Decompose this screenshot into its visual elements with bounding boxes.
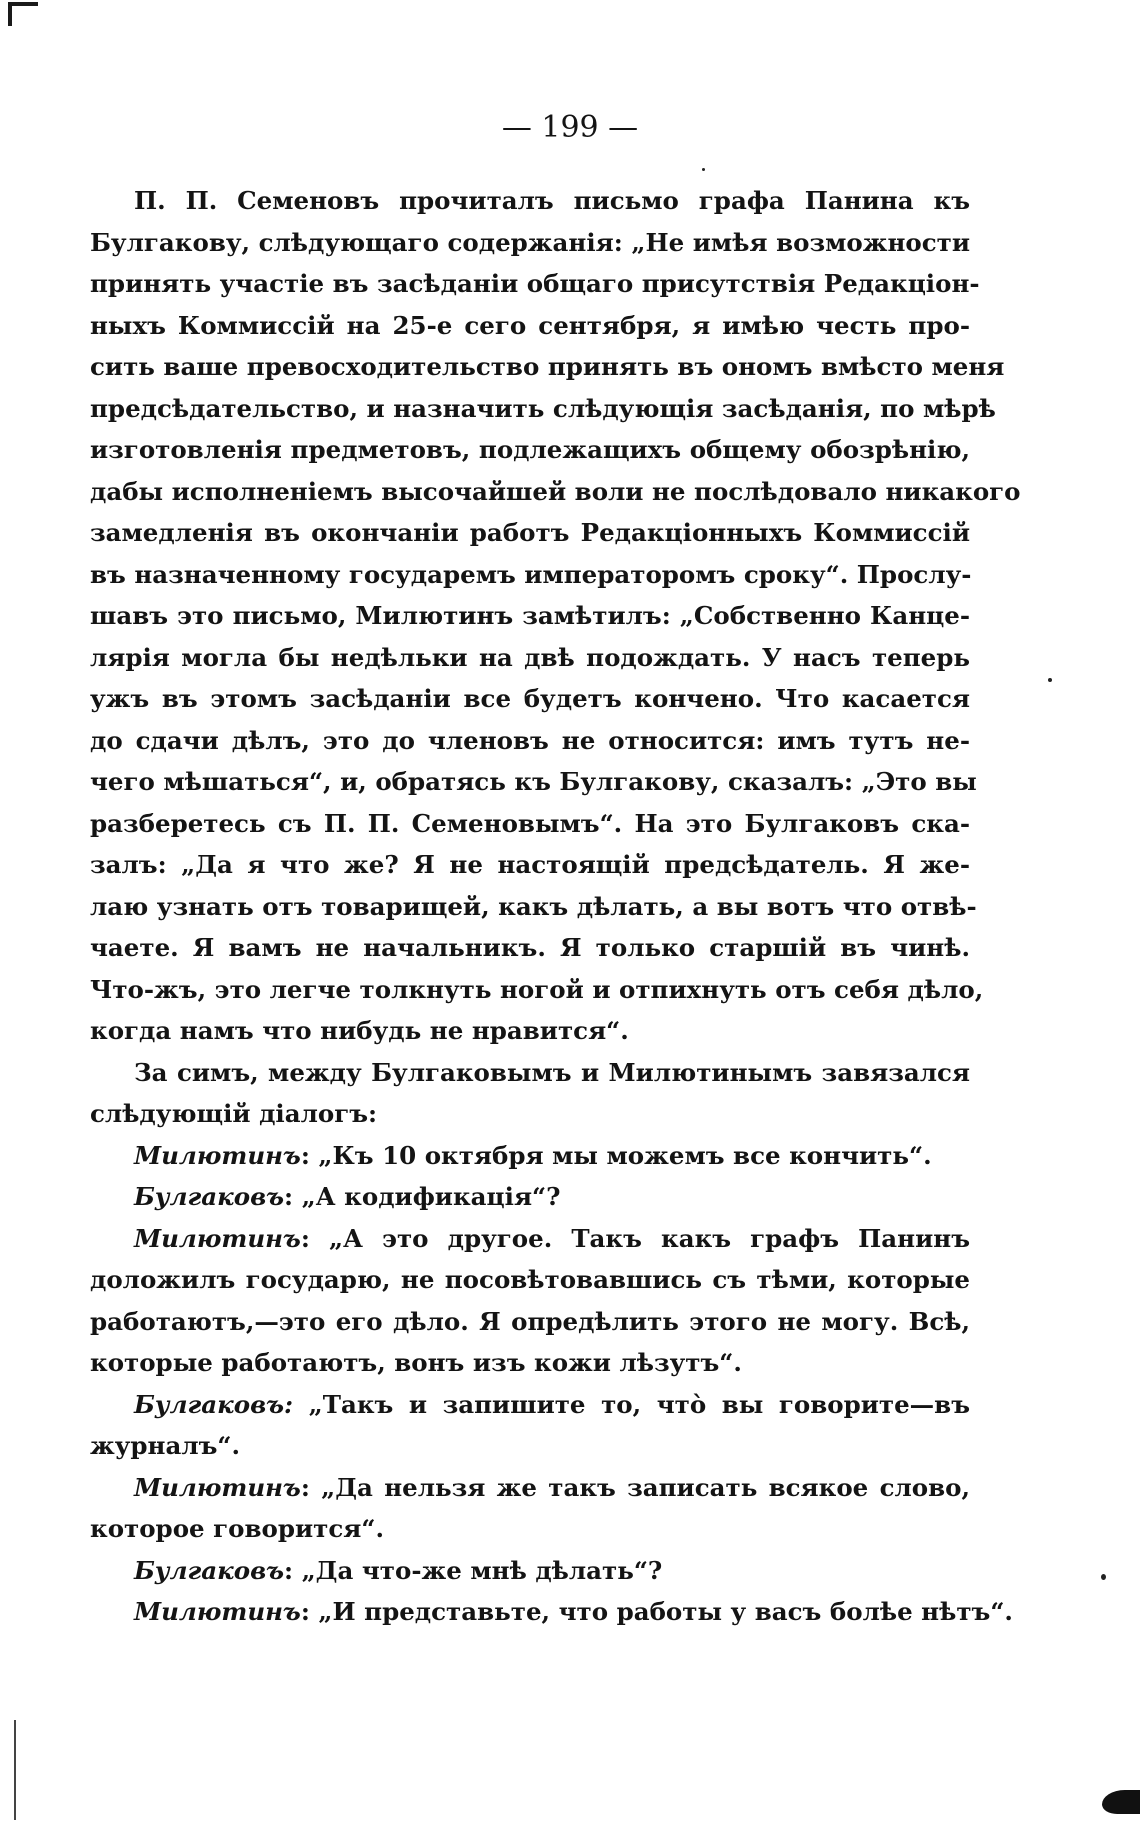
page-number: — 199 — bbox=[501, 110, 639, 145]
text-line: залъ: „Да я что же? Я не настоящій предсѣдатель. Я же- bbox=[90, 850, 970, 879]
dialogue-line bbox=[90, 1591, 1013, 1633]
text-line: когда намъ что нибудь не нравится“. bbox=[90, 1016, 629, 1045]
text-line: которые работаютъ, вонъ изъ кожи лѣзутъ“. bbox=[90, 1348, 742, 1377]
text-line: дабы исполненіемъ высочайшей воли не послѣдовало никакого bbox=[90, 476, 1021, 506]
scan-blot bbox=[1102, 1790, 1140, 1814]
text-line: лаю узнать отъ товарищей, какъ дѣлать, а вы вотъ что отвѣ- bbox=[90, 891, 977, 921]
text-line: ужъ въ этомъ засѣданіи все будетъ кончено. Что касается bbox=[90, 684, 970, 713]
text-line: чего мѣшаться“, и, обратясь къ Булгакову, сказалъ: „Это вы bbox=[90, 767, 977, 796]
text-line: работаютъ,—это его дѣло. Я опредѣлить этого не могу. Всѣ, bbox=[90, 1306, 970, 1336]
text-line: Булгакову, слѣдующаго содержанія: „Не имѣя возможности bbox=[90, 227, 970, 257]
text-line: слѣдующій діалогъ: bbox=[90, 1099, 378, 1128]
dialogue-line bbox=[90, 1176, 970, 1218]
scan-speck bbox=[1048, 678, 1052, 682]
speech-text: : „А это другое. Такъ какъ графъ Панинъ bbox=[300, 1223, 970, 1253]
text-line: лярія могла бы недѣльки на двѣ подождать. У насъ теперь bbox=[90, 642, 970, 672]
dialogue-line bbox=[90, 1218, 970, 1260]
speaker-name: Милютинъ bbox=[134, 1597, 301, 1626]
dialogue-line bbox=[90, 1135, 970, 1177]
text-line: которое говорится“. bbox=[90, 1514, 384, 1543]
dialogue-line bbox=[90, 1550, 970, 1592]
speaker-name: Милютинъ bbox=[134, 1140, 301, 1170]
text-line: журналъ“. bbox=[90, 1431, 241, 1460]
speaker-name: Милютинъ bbox=[134, 1472, 301, 1502]
text-line: ныхъ Коммиссій на 25-е сего сентября, я имѣю честь про- bbox=[90, 310, 970, 340]
text-line: замедленія въ окончаніи работъ Редакціонныхъ Коммиссій bbox=[90, 518, 970, 547]
text-line: до сдачи дѣлъ, это до членовъ не относится: имъ тутъ не- bbox=[90, 725, 970, 755]
text-line: сить ваше превосходительство принять въ ономъ вмѣсто меня bbox=[90, 352, 1005, 381]
speaker-name: Милютинъ bbox=[134, 1223, 301, 1253]
text-line: чаете. Я вамъ не начальникъ. Я только старшій въ чинѣ. bbox=[90, 933, 970, 962]
text-line: изготовленія предметовъ, подлежащихъ общему обозрѣнію, bbox=[90, 435, 970, 464]
speaker-name: Булгаковъ bbox=[134, 1182, 285, 1211]
speaker-name: Булгаковъ: bbox=[134, 1389, 294, 1419]
speech-text: : „И представьте, что работы у васъ болѣе нѣтъ“. bbox=[300, 1597, 1013, 1626]
text-line: принять участіе въ засѣданіи общаго присутствія Редакціон- bbox=[90, 269, 980, 298]
speech-text: : „Да нельзя же такъ записать всякое слово, bbox=[300, 1472, 970, 1502]
text-line: доложилъ государю, не посовѣтовавшись съ тѣми, которые bbox=[90, 1265, 970, 1294]
dialogue-line bbox=[90, 1384, 970, 1426]
speech-text: „Такъ и запишите то, что̀ вы говорите—въ bbox=[293, 1389, 970, 1419]
text-line: П. П. Семеновъ прочиталъ письмо графа Панина къ bbox=[134, 186, 970, 215]
speech-text: : „Да что-же мнѣ дѣлать“? bbox=[284, 1555, 663, 1585]
text-line: шавъ это письмо, Милютинъ замѣтилъ: „Собственно Канце- bbox=[90, 601, 970, 630]
speech-text: : „А кодификація“? bbox=[284, 1182, 561, 1211]
text-line: разберетесь съ П. П. Семеновымъ“. На это Булгаковъ ска- bbox=[90, 808, 970, 838]
scan-speck bbox=[702, 168, 705, 171]
text-line: За симъ, между Булгаковымъ и Милютинымъ завязался bbox=[134, 1057, 970, 1087]
scan-speck bbox=[1101, 1574, 1106, 1580]
scan-corner-mark bbox=[8, 2, 38, 26]
scan-edge-mark bbox=[14, 1720, 16, 1820]
speaker-name: Булгаковъ bbox=[134, 1555, 285, 1585]
dialogue-line bbox=[90, 1467, 970, 1509]
speech-text: : „Къ 10 октября мы можемъ все кончить“. bbox=[300, 1140, 932, 1170]
text-line: въ назначенному государемъ императоромъ сроку“. Прослу- bbox=[90, 559, 972, 589]
text-line: предсѣдательство, и назначить слѣдующія засѣданія, по мѣрѣ bbox=[90, 393, 996, 423]
text-line: Что-жъ, это легче толкнуть ногой и отпихнуть отъ себя дѣло, bbox=[90, 974, 984, 1004]
page-text bbox=[90, 180, 1021, 1633]
